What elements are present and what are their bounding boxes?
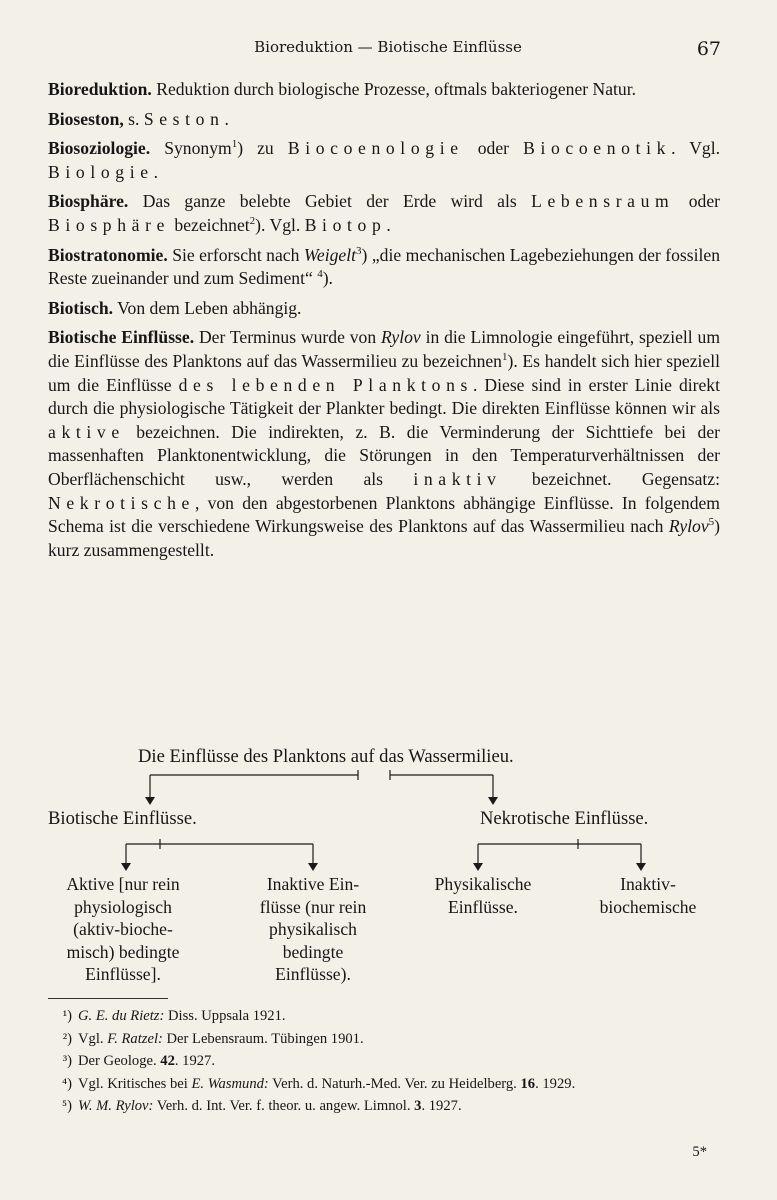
cross-reference: Biocoenotik	[523, 138, 672, 159]
entry-text: ) kurz zusammengestellt.	[48, 516, 720, 560]
schema-physikalische	[408, 873, 558, 918]
footnote-author: E. Wasmund:	[191, 1075, 269, 1092]
entry-text: Reduktion durch biologische Prozesse, oftmals bakteriogener Natur.	[151, 79, 637, 99]
footnote-2	[48, 1028, 728, 1051]
entry-text: Synonym	[150, 138, 232, 159]
footnote-text: . 1927.	[174, 1053, 215, 1069]
page-number: 67	[696, 38, 721, 60]
footnote-text: Vgl. Kritisches bei	[78, 1075, 192, 1092]
schema-line: physikalisch	[269, 919, 357, 939]
entry-text: . Diese sind in erster Linie direkt durch die physiologische Tätigkeit der Plankter bedingt. Die direkten Einflüsse können wir als	[48, 374, 720, 419]
footnote-volume: 16	[520, 1075, 536, 1092]
entry-term: Biosphäre.	[48, 191, 129, 212]
influence-schema	[38, 740, 738, 990]
author-name: Rylov	[380, 327, 421, 348]
entry-text: in die Limnologie eingeführt, speziell um die Einflüsse des Planktons auf das Wassermilieu zu bezeichnen	[48, 327, 721, 371]
entry-text: Von dem Leben abhängig.	[113, 297, 302, 318]
schema-line: physiologisch	[74, 896, 172, 917]
schema-title: Die Einflüsse des Planktons auf das Wassermilieu.	[138, 746, 514, 767]
entry-term: Bioreduktion.	[48, 79, 152, 99]
entry-text: . Vgl.	[671, 138, 721, 159]
entry-text: bezeichnet. Gegensatz:	[501, 468, 720, 489]
footnote-divider	[48, 998, 168, 999]
entry-biotische-einfluesse	[48, 326, 720, 562]
footnote-marker: 1	[501, 351, 508, 364]
footnote-marker: 1	[231, 138, 238, 151]
cross-reference: Biocoenologie	[287, 138, 464, 159]
entry-text: bezeichnet	[170, 214, 250, 235]
schema-line: (aktiv-bioche-	[73, 919, 173, 939]
footnote-text: Verh. d. Naturh.-Med. Ver. zu Heidelberg.	[268, 1075, 521, 1092]
schema-line: Einflüsse.	[448, 896, 518, 917]
footnote-marker: 4	[317, 268, 323, 281]
entry-text: s.	[123, 108, 144, 129]
footnote-text: Der Geologe.	[78, 1053, 161, 1069]
footnote-mark: ³)	[62, 1053, 72, 1069]
entry-text: ) zu	[237, 138, 288, 159]
footnote-mark: ¹)	[62, 1008, 72, 1024]
entry-term: Biotisch.	[48, 297, 114, 318]
main-text	[48, 78, 720, 568]
entry-text: .	[224, 108, 229, 129]
spaced-emphasis: Nekrotische	[48, 492, 195, 513]
footnote-mark: ²)	[62, 1030, 72, 1047]
author-name: Rylov	[668, 516, 709, 537]
schema-line: Inaktive Ein-	[266, 874, 360, 894]
schema-line: misch) bedingte	[66, 941, 180, 962]
footnote-marker: 3	[356, 244, 362, 257]
footnote-author: F. Ratzel:	[107, 1030, 163, 1047]
schema-line: bedingte	[282, 941, 344, 962]
footnote-text: Diss. Uppsala 1921.	[164, 1008, 286, 1024]
entry-term: Biosoziologie.	[48, 138, 151, 159]
footnote-3	[48, 1050, 728, 1073]
footnote-5	[48, 1095, 728, 1118]
schema-line: Physikalische	[434, 874, 532, 894]
entry-text: ). Vgl.	[255, 214, 305, 235]
footnote-mark: ⁵)	[62, 1098, 72, 1114]
entry-bioreduktion	[48, 78, 720, 102]
footnote-text: . 1929.	[535, 1075, 576, 1092]
entry-bioseston	[48, 108, 720, 132]
footnote-volume: 3	[414, 1098, 422, 1114]
footnote-text: . 1927.	[421, 1098, 462, 1114]
sheet-signature: 5*	[692, 1144, 707, 1160]
spaced-emphasis: des lebenden Planktons	[178, 374, 473, 395]
entry-term: Biotische Einflüsse.	[48, 327, 195, 348]
schema-line: biochemische	[599, 896, 697, 917]
entry-term: Biostratonomie.	[48, 244, 168, 265]
entry-text: .	[386, 214, 391, 235]
cross-reference: Lebensraum	[531, 191, 675, 212]
footnotes	[48, 998, 728, 1118]
schema-line: flüsse (nur rein	[259, 896, 367, 917]
entry-text: , von den abgestorbenen Planktons abhängige Einflüsse. In folgendem Schema ist die verschiedene Wirkungsweise des Planktons auf das Wassermilieu nach	[48, 492, 720, 537]
schema-line: Einflüsse].	[85, 964, 161, 984]
cross-reference: Seston	[143, 108, 225, 129]
running-head: Bioreduktion — Biotische Einflüsse	[254, 38, 522, 56]
spaced-emphasis: inaktiv	[413, 468, 502, 489]
schema-biotische: Biotische Einflüsse.	[48, 808, 197, 829]
author-name: Weigelt	[303, 244, 357, 265]
footnote-text: Verh. d. Int. Ver. f. theor. u. angew. Limnol.	[153, 1098, 415, 1114]
footnote-text: Vgl.	[78, 1030, 108, 1047]
schema-inaktive	[228, 873, 398, 986]
schema-line: Einflüsse).	[275, 964, 351, 984]
entry-biosphaere	[48, 190, 720, 237]
footnote-author: W. M. Rylov:	[78, 1098, 154, 1114]
entry-text: ).	[322, 268, 333, 289]
entry-term: Bioseston,	[48, 108, 124, 129]
footnote-marker: 2	[249, 215, 256, 228]
footnote-4	[48, 1073, 728, 1096]
entry-biotisch	[48, 297, 720, 321]
cross-reference: Biotop	[304, 214, 387, 235]
schema-line: Inaktiv-	[620, 874, 676, 894]
entry-text: oder	[674, 191, 720, 212]
entry-text: Sie erforscht nach	[167, 244, 304, 265]
entry-biostratonomie	[48, 244, 720, 291]
entry-text: Das ganze belebte Gebiet der Erde wird als	[128, 191, 532, 212]
spaced-emphasis: aktive	[48, 421, 125, 442]
schema-line: Aktive [nur rein	[66, 874, 180, 894]
schema-nekrotische: Nekrotische Einflüsse.	[480, 808, 649, 829]
entry-text: oder	[463, 138, 524, 159]
entry-text: ) „die mechanischen Lagebeziehungen der fossilen Reste zueinander und zum Sediment“	[48, 244, 721, 289]
cross-reference: Biologie	[48, 161, 154, 182]
entry-text: Der Terminus wurde von	[194, 327, 381, 348]
schema-inaktiv-biochemische	[578, 873, 718, 918]
footnote-volume: 42	[160, 1053, 175, 1069]
entry-text: bezeichnen. Die indirekten, z. B. die Verminderung der Sichttiefe bei der massenhaften Planktonentwicklung, die Störungen in den Temperaturverhältnissen der Oberflächenschicht usw., werden als	[48, 421, 720, 489]
footnote-marker: 5	[708, 516, 715, 529]
footnote-1	[48, 1005, 728, 1028]
schema-aktive	[42, 873, 204, 986]
cross-reference: Biosphäre	[48, 214, 171, 235]
entry-text: ). Es handelt sich hier speziell um die Einflüsse	[48, 350, 720, 395]
footnote-mark: ⁴)	[62, 1075, 72, 1092]
entry-biosoziologie	[48, 137, 720, 184]
entry-text: .	[153, 161, 159, 182]
footnote-text: Der Lebensraum. Tübingen 1901.	[162, 1030, 364, 1047]
footnote-author: G. E. du Rietz:	[78, 1008, 165, 1024]
